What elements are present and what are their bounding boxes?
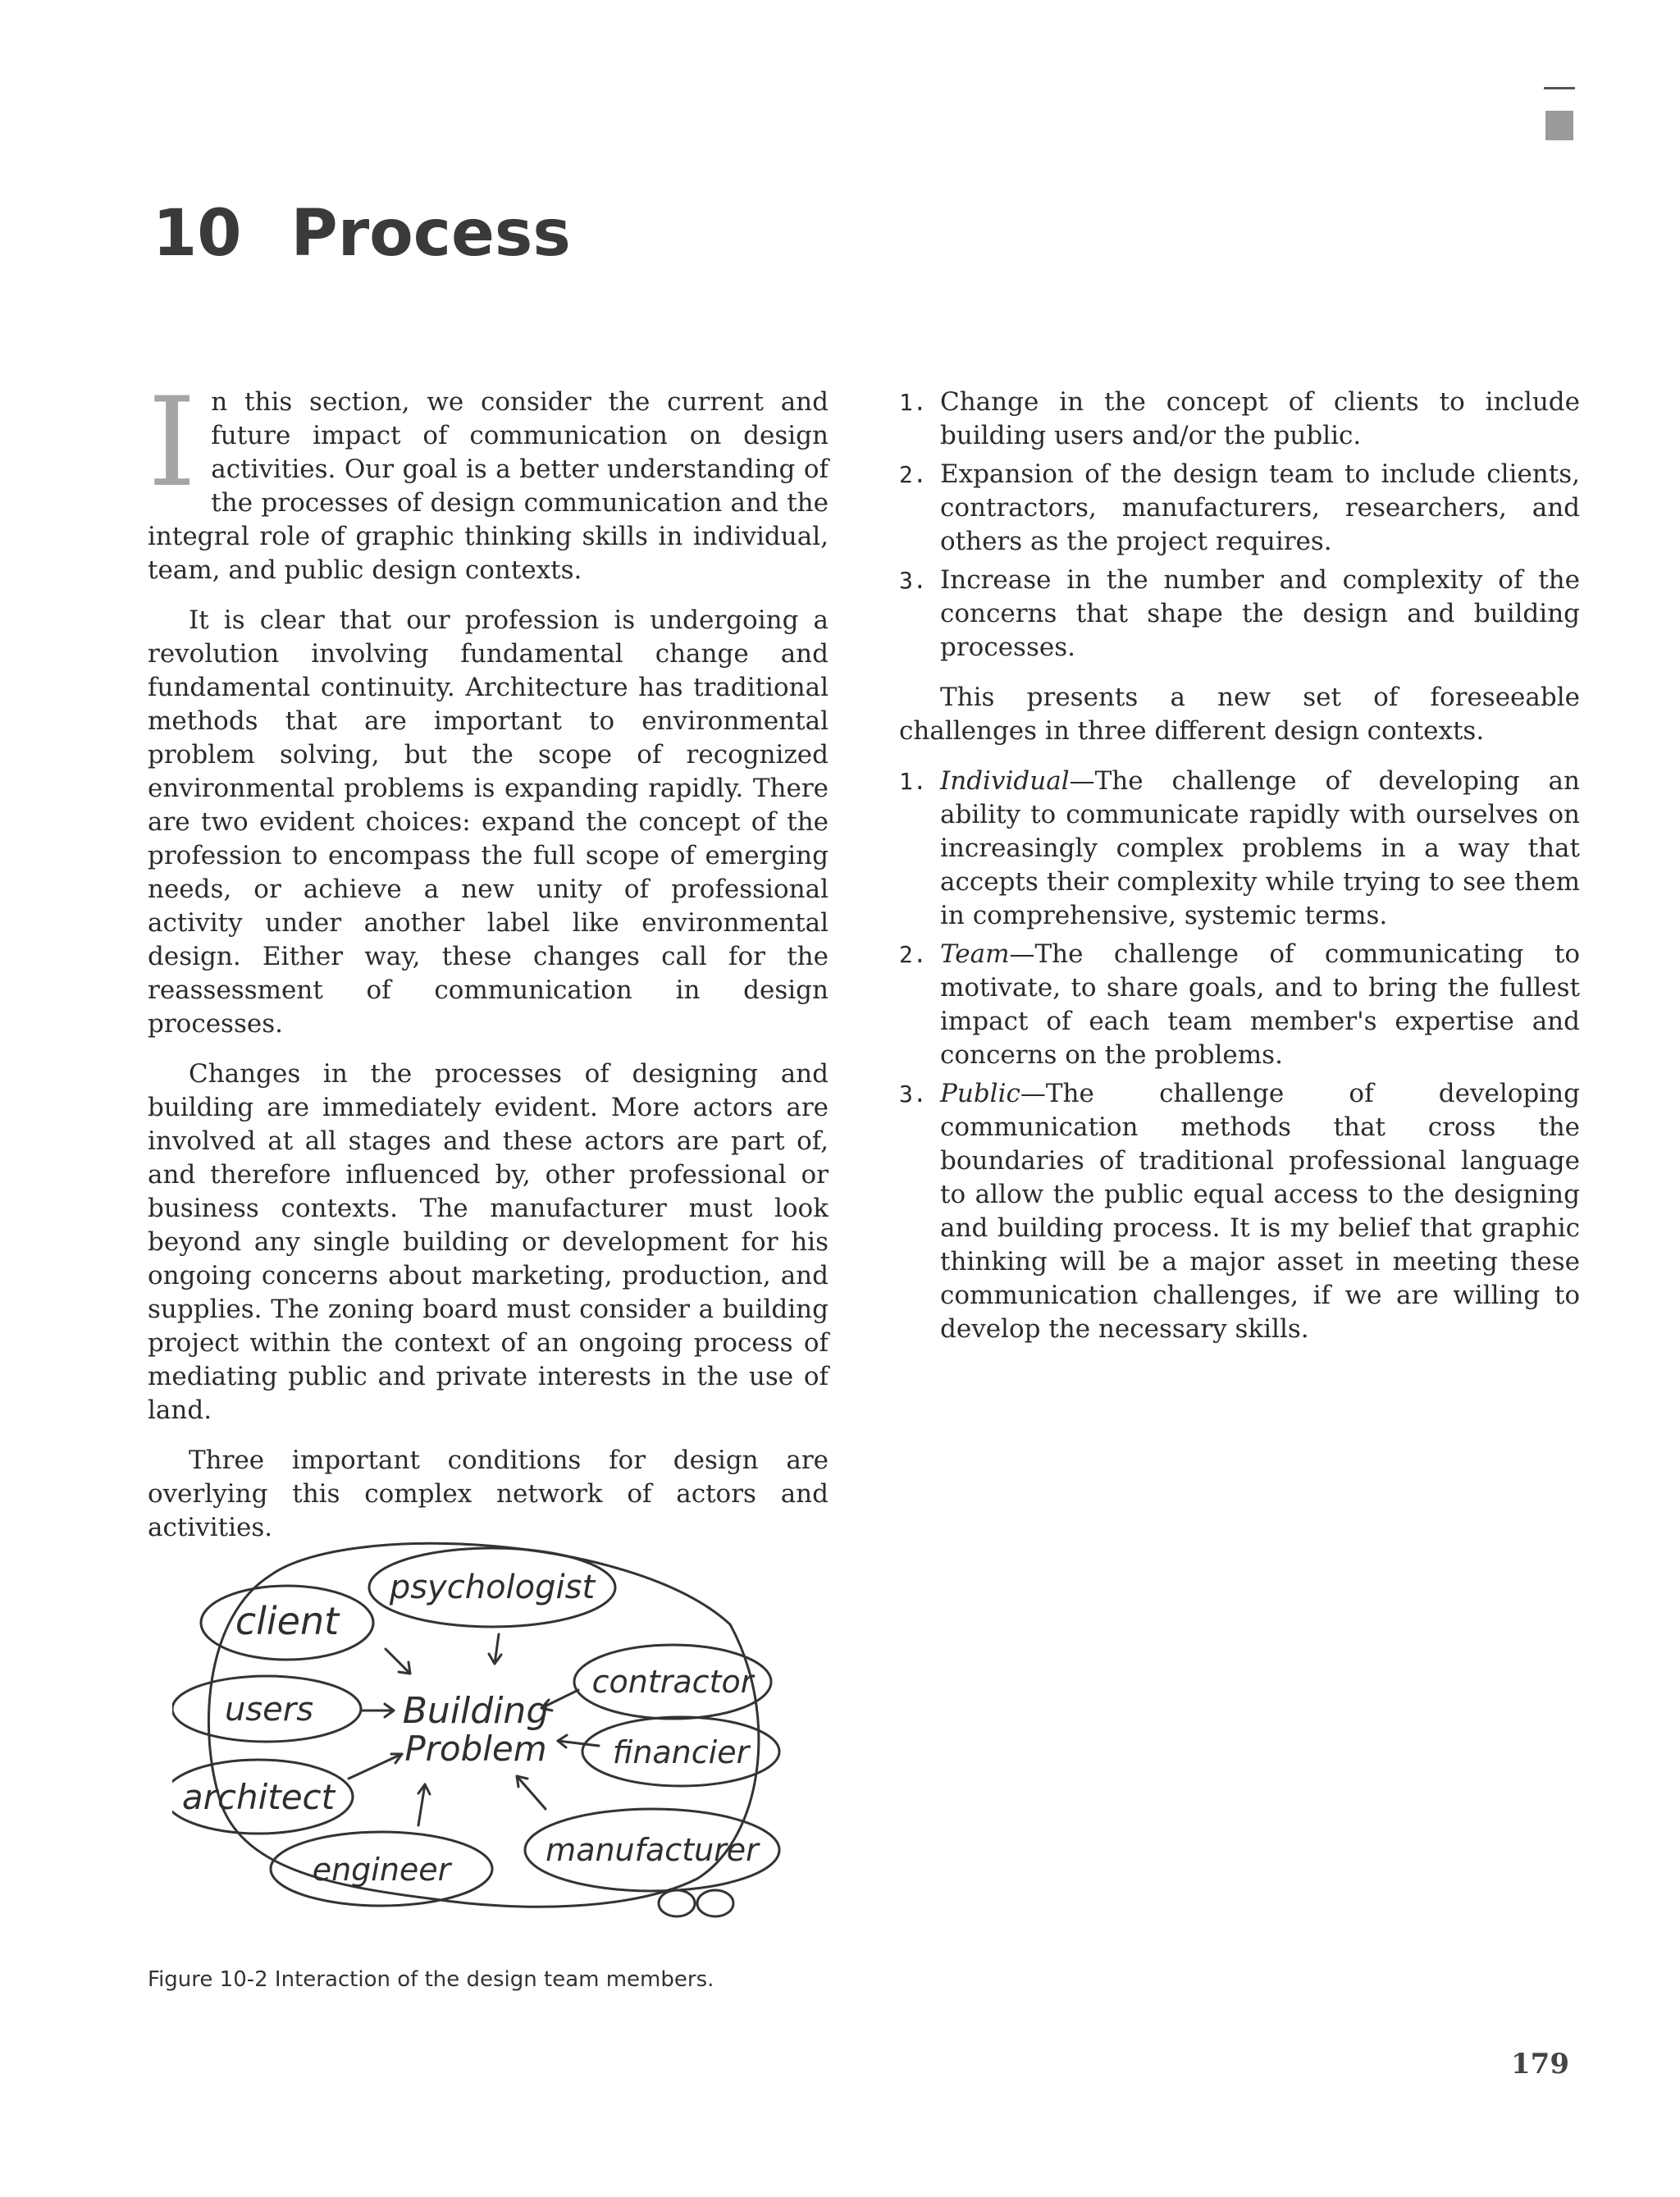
list-text: —The challenge of communicating to motivate, to share goals, and to bring the fullest impact of each team member's expertise and concerns on the problems.: [940, 939, 1580, 1070]
list-number: 2.: [899, 461, 927, 488]
contractor-label: contractor: [591, 1664, 754, 1700]
list-text: Change in the concept of clients to include building users and/or the public.: [940, 387, 1580, 450]
paragraph-changes: Changes in the processes of designing and building are immediately evident. More actors are involved at all stages and these actors are part of, and therefore influenced by, other professional or business contexts. The manufacturer must look beyond any single building or development for his ongoing concerns about marketing, production, and supplies. The zoning board must consider a building project within the context of an ongoing process of mediating public and private interests in the use of land.: [148, 1059, 829, 1425]
wheel-icon: [697, 1890, 733, 1916]
list-term: Individual: [940, 766, 1070, 796]
list-text: —The challenge of developing an ability to communicate rapidly with ourselves on increasingly complex problems in a way that accepts their complexity while trying to see them in comprehensive, systemic terms.: [940, 766, 1580, 930]
list-number: 1.: [899, 768, 927, 795]
list-text: Expansion of the design team to include clients, contractors, manufacturers, researchers, and others as the project requires.: [940, 459, 1580, 556]
center-label-building: Building: [402, 1690, 550, 1732]
drop-cap: I: [148, 372, 197, 514]
contexts-list: [899, 765, 1580, 1346]
intro-paragraph: [148, 372, 829, 587]
design-team-diagram: [172, 1526, 804, 1936]
list-item: [899, 1077, 1580, 1346]
design-team-figure: [172, 1526, 804, 1936]
figure-caption: Figure 10-2 Interaction of the design team members.: [148, 1967, 714, 1992]
list-item: [899, 938, 1580, 1072]
list-item: [899, 386, 1580, 453]
list-text: Increase in the number and complexity of the concerns that shape the design and building processes.: [940, 565, 1580, 662]
center-label-problem: Problem: [404, 1729, 547, 1769]
financier-label: financier: [612, 1734, 750, 1770]
page-number: 179: [1511, 2048, 1569, 2081]
list-item: [899, 765, 1580, 933]
list-number: 1.: [899, 389, 927, 416]
right-column: [899, 386, 1580, 1363]
list-item: [899, 458, 1580, 559]
psychologist-label: psychologist: [389, 1569, 596, 1606]
engineer-label: engineer: [312, 1852, 451, 1888]
conditions-list: [899, 386, 1580, 665]
tab-mark-line: [1544, 87, 1575, 89]
list-text: —The challenge of developing communication methods that cross the boundaries of traditional professional language to allow the public equal access to the designing and building process. It is my belief that graphic thinking will be a major asset in meeting these communication challenges, if we are willing to develop the necessary skills.: [940, 1079, 1580, 1344]
list-term: Team: [940, 939, 1010, 969]
list-number: 3.: [899, 567, 927, 594]
wheel-icon: [659, 1890, 695, 1916]
left-column: [148, 372, 829, 1561]
manufacturer-label: manufacturer: [546, 1832, 759, 1868]
client-label: client: [235, 1599, 340, 1643]
list-term: Public: [940, 1079, 1020, 1108]
paragraph-revolution: It is clear that our profession is undergoing a revolution involving fundamental change and fundamental continuity. Architecture has traditional methods that are important to environmental problem solving, but the scope of recognized environmental problems is expanding rapidly. There are two evident choices: expand the concept of the profession to encompass the full scope of emerging needs, or achieve a new unity of professional activity under another label like environmental design. Either way, these changes call for the reassessment of communication in design processes.: [148, 605, 829, 1039]
chapter-name: Process: [290, 197, 571, 271]
paragraph-conditions: Three important conditions for design are overlying this complex network of actors and activities.: [148, 1446, 829, 1542]
users-label: users: [224, 1691, 314, 1729]
list-item: [899, 564, 1580, 665]
bridge-paragraph: This presents a new set of foreseeable challenges in three different design contexts.: [899, 683, 1580, 746]
tab-mark-box: [1545, 111, 1573, 140]
chapter-number: 10: [153, 197, 242, 271]
list-number: 2.: [899, 941, 927, 968]
intro-text: n this section, we consider the current and future impact of communication on design activities. Our goal is a better understanding of the processes of design communication and the integral role of graphic thinking skills in individual, team, and public design contexts.: [148, 387, 829, 585]
chapter-title: [153, 197, 571, 271]
architect-label: architect: [181, 1777, 336, 1817]
list-number: 3.: [899, 1080, 927, 1108]
